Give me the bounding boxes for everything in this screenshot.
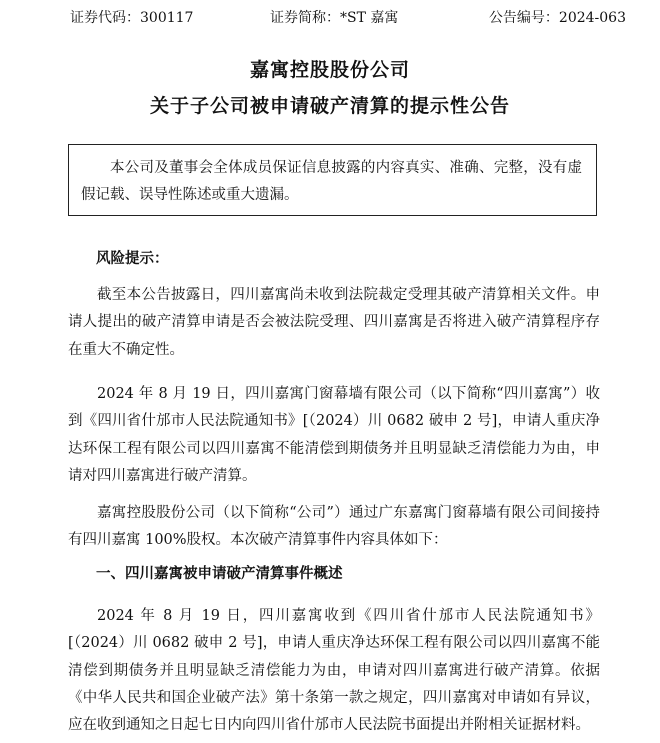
shareholding-paragraph: 嘉寓控股股份公司（以下简称“公司”）通过广东嘉寓门窗幕墙有限公司间接持有四川嘉寓 100%股权。本次破产清算事件内容具体如下： [68, 505, 600, 549]
company-name: 嘉寓控股股份公司 [249, 59, 410, 81]
risk-paragraph: 截至本公告披露日，四川嘉寓尚未收到法院裁定受理其破产清算相关文件。申请人提出的破产清算申请是否会被法院受理、四川嘉寓是否将进入破产清算程序存在重大不确定性。 [68, 287, 600, 358]
announcement-number: 公告编号：2024-063 [488, 10, 626, 26]
section-paragraph: 2024 年 8 月 19 日，四川嘉寓收到《四川省什邡市人民法院通知书》[（2024）川 0682 破申 2 号]，申请人重庆净达环保工程有限公司以四川嘉寓不能清偿到期债务并且明显缺乏清偿能力为由，申请对四川嘉寓进行破产清算。依据《中华人民共和国企业破产法》第十条第一款之规定，四川嘉寓对申请如有异议，应在收到通知之日起七日内向四川省什邡市人民法院书面提出并附相关证据材料。 [68, 608, 600, 734]
risk-heading: 风险提示： [96, 250, 169, 267]
board-guarantee-notice: 本公司及董事会全体成员保证信息披露的内容真实、准确、完整，没有虚假记载、误导性陈述或重大遗漏。 [68, 144, 597, 216]
stock-name: 证券简称：*ST 嘉寓 [270, 10, 399, 26]
section-heading: 一、四川嘉寓被申请破产清算事件概述 [96, 565, 343, 582]
document-header [70, 8, 626, 28]
summary-paragraph: 2024 年 8 月 19 日，四川嘉寓门窗幕墙有限公司（以下简称“四川嘉寓”）收到《四川省什邡市人民法院通知书》[（2024）川 0682 破申 2 号]，申请人重庆净达环保工程有限公司以四川嘉寓不能清偿到期债务并且明显缺乏清偿能力为由，申请对四川嘉寓进行破产清算。 [68, 386, 600, 484]
announcement-title: 关于子公司被申请破产清算的提示性公告 [149, 95, 510, 117]
stock-code: 证券代码：300117 [70, 10, 194, 26]
